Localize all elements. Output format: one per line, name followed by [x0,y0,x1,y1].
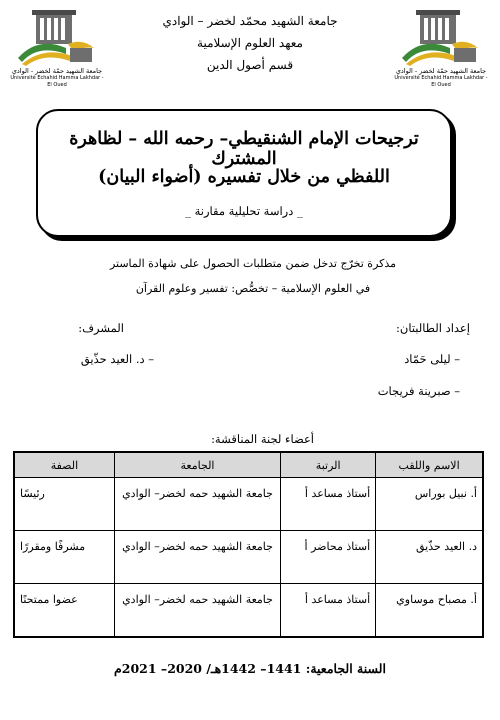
table-row [14,584,483,638]
header-name: الاسم واللقب [376,452,483,478]
academic-year [80,661,420,676]
table-header-row [14,452,483,478]
university-emblem-icon [392,8,490,68]
supervisor-name: – د. العيد حذّيق [80,352,154,366]
university-name: جامعة الشهيد محمّد لخضر – الوادي [162,14,338,28]
institution-header [140,10,360,76]
institute-name: معهد العلوم الإسلامية [197,36,303,50]
memo-line1: مذكرة تخرّج تدخل ضمن متطلبات الحصول على شهادة الماستر [109,257,397,270]
supervisor-label: المشرف: [78,321,124,335]
university-emblem-icon [8,8,106,68]
student-name-2: – صبرينة فريجات [377,384,460,398]
header-university: الجامعة [114,452,280,478]
student-name-1: – ليلى حَمّاد [404,352,460,366]
thesis-title-box [36,109,452,237]
member-university: جامعة الشهيد حمه لخضر– الوادي [114,531,280,584]
logo-caption-arabic: جامعة الشهيد حمّة لخضر - الوادي [11,67,103,75]
member-rank: أستاذ مساعد أ [281,478,376,531]
academic-year-label: السنة الجامعية: [305,661,386,676]
member-name: أ. مصباح موساوي [376,584,483,638]
committee-label: أعضاء لجنة المناقشة: [211,432,314,446]
member-name: د. العيد حذّيق [376,531,483,584]
logo-caption-arabic: جامعة الشهيد حمّة لخضر - الوادي [395,67,487,75]
academic-year-value: 1441– 1442هـ/ 2020– 2021م [114,661,302,676]
header-rank: الرتبة [281,452,376,478]
university-logo-right [392,8,490,88]
table-row [14,478,483,531]
member-rank: أستاذ محاضر أ [281,531,376,584]
university-logo-left [8,8,106,88]
member-role: رئيسًا [14,478,114,531]
committee-table [13,451,484,638]
thesis-subtitle: _ دراسة تحليلية مقارنة _ [185,204,303,218]
member-role: مشرفًا ومقررًا [14,531,114,584]
member-rank: أستاذ مساعد أ [281,584,376,638]
table-row [14,531,483,584]
prepared-by-label: إعداد الطالبتان: [396,321,470,335]
logo-caption-latin: Université Echahid Hamma Lakhdar - El Oued [394,75,488,88]
logo-caption-latin: Université Echahid Hamma Lakhdar - El Oued [10,75,104,88]
member-university: جامعة الشهيد حمه لخضر– الوادي [114,478,280,531]
thesis-title-line2: اللفظي من خلال تفسيره (أضواء البيان) [98,167,390,187]
member-university: جامعة الشهيد حمه لخضر– الوادي [114,584,280,638]
member-role: عضوا ممتحنًا [14,584,114,638]
thesis-title-line1: ترجيحات الإمام الشنقيطي– رحمه الله – لظاهرة المشترك [69,129,419,169]
department-name: قسم أصول الدين [206,58,294,72]
memo-line2: في العلوم الإسلامية – تخصُّص: تفسير وعلوم القرآن [135,282,371,295]
header-role: الصفة [14,452,114,478]
member-name: أ. نبيل بوراس [376,478,483,531]
